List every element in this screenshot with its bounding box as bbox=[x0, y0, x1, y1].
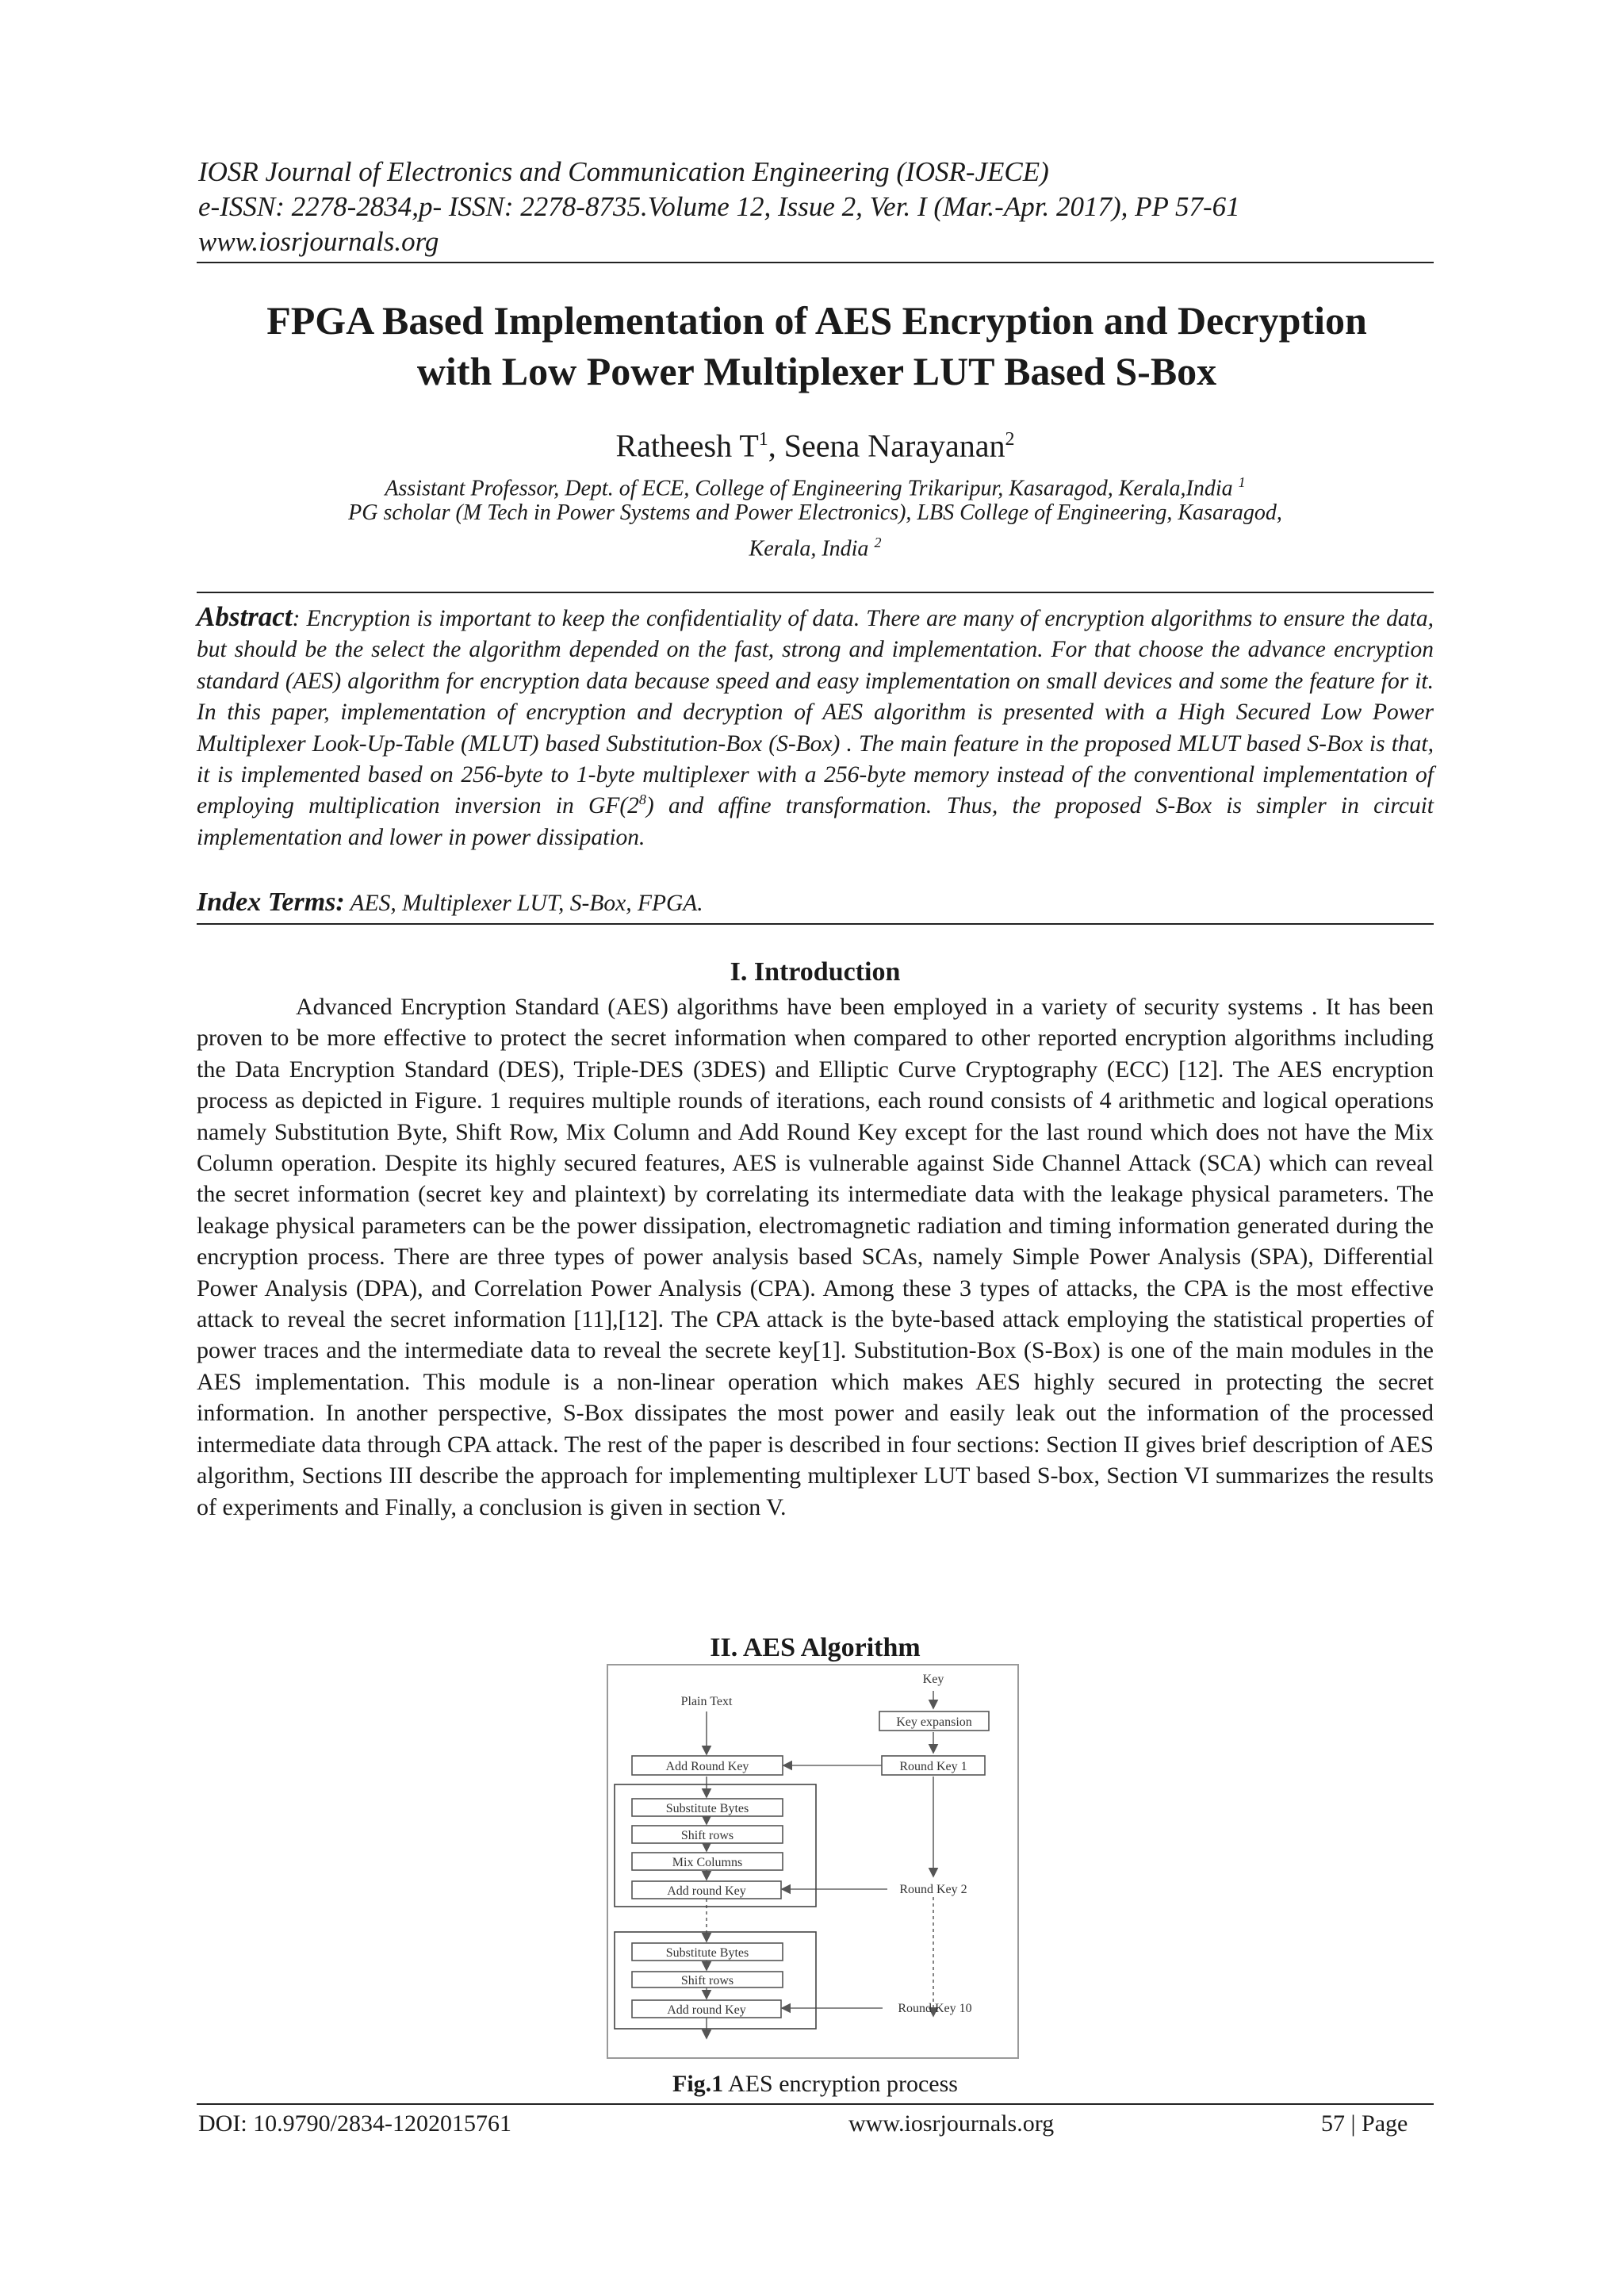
author-2: Seena Narayanan bbox=[783, 427, 1005, 464]
fig-label-add-round-key-3: Add round Key bbox=[667, 2003, 746, 2017]
affiliation-1-sup: 1 bbox=[1238, 474, 1246, 490]
fig-label-substitute-bytes-1: Substitute Bytes bbox=[665, 1802, 749, 1815]
figure-caption-label: Fig.1 bbox=[672, 2071, 724, 2097]
aes-flow-diagram bbox=[608, 1665, 1017, 2057]
footer-doi: DOI: 10.9790/2834-1202015761 bbox=[198, 2110, 511, 2137]
figure-caption-text: AES encryption process bbox=[723, 2071, 958, 2097]
paper-title bbox=[190, 295, 1443, 397]
index-terms-text: AES, Multiplexer LUT, S-Box, FPGA. bbox=[344, 891, 703, 916]
abstract-top-rule bbox=[197, 592, 1434, 593]
intro-heading: I. Introduction bbox=[730, 957, 901, 987]
footer-rule bbox=[197, 2103, 1434, 2105]
author-separator: , bbox=[768, 427, 784, 464]
aes-figure bbox=[607, 1664, 1019, 2059]
fig-label-plain-text: Plain Text bbox=[680, 1695, 733, 1708]
aes-heading: II. AES Algorithm bbox=[710, 1633, 921, 1662]
figure-caption bbox=[197, 2070, 1434, 2099]
fig-label-key: Key bbox=[922, 1673, 944, 1686]
affiliation-2-line-2 bbox=[197, 528, 1434, 563]
intro-text: Advanced Encryption Standard (AES) algorithms have been employed in a variety of security systems . It has been proven to be more effective to protect the secret information when compared to other reported encryption algorithms including the Data Encryption Standard (DES), Triple-DES (3DES) and Elliptic Curve Cryptography (ECC) [12]. The AES encryption process as depicted in Figure. 1 requires multiple rounds of iterations, each round consists of 4 arithmetic and logical operations namely Substitution Byte, Shift Row, Mix Column and Add Round Key except for the last round which does not have the Mix Column operation. Despite its highly secured features, AES is vulnerable against Side Channel Attack (SCA) which can reveal the secret information (secret key and plaintext) by correlating its intermediate data with the leakage physical parameters. The leakage physical parameters can be the power dissipation, electromagnetic radiation and timing information generated during the encryption process. There are three types of power analysis based SCAs, namely Simple Power Analysis (SPA), Differential Power Analysis (DPA), and Correlation Power Analysis (CPA). Among these 3 types of attacks, the CPA is the most effective attack to reveal the secret information [11],[12]. The CPA attack is the byte-based attack employing the statistical properties of power traces and the intermediate data to reveal the secrete key[1]. Substitution-Box (S-Box) is one of the main modules in the AES implementation. This module is a non-linear operation which makes AES highly secured in protecting the secret information. In another perspective, S-Box dissipates the most power and easily leak out the information of the processed intermediate data through CPA attack. The rest of the paper is described in four sections: Section II gives brief description of AES algorithm, Sections III describe the approach for implementing multiplexer LUT based S-box, Section VI summarizes the results of experiments and Finally, a conclusion is given in section V. bbox=[197, 994, 1434, 1520]
fig-label-substitute-bytes-2: Substitute Bytes bbox=[665, 1946, 749, 1960]
title-line-1: FPGA Based Implementation of AES Encryption and Decryption bbox=[266, 298, 1367, 343]
index-terms bbox=[197, 887, 1434, 919]
intro-paragraph bbox=[197, 991, 1434, 1523]
footer-website: www.iosrjournals.org bbox=[848, 2110, 1055, 2137]
author-line bbox=[197, 420, 1434, 465]
affiliation-2-sup: 2 bbox=[874, 535, 882, 550]
header-rule bbox=[197, 262, 1434, 263]
fig-label-shift-rows-2: Shift rows bbox=[680, 1974, 734, 1987]
abstract-bottom-rule bbox=[197, 923, 1434, 925]
journal-issn: e-ISSN: 2278-2834,p- ISSN: 2278-8735.Volume 12, Issue 2, Ver. I (Mar.-Apr. 2017), PP 57-61 bbox=[198, 191, 1240, 222]
abstract-text-a: Encryption is important to keep the confidentiality of data. There are many of encryption algorithms to ensure the data, but should be the select the algorithm depended on the fast, strong and implementation. For that choose the advance encryption standard (AES) algorithm for encryption data because speed and easy implementation on small devices and some the feature for it. In this paper, implementation of encryption and decryption of AES algorithm is presented with a High Secured Low Power Multiplexer Look-Up-Table (MLUT) based Substitution-Box (S-Box) . The main feature in the proposed MLUT based S-Box is that, it is implemented based on 256-byte to 1-byte multiplexer with a 256-byte memory instead of the conventional implementation of employing multiplication inversion in GF(2 bbox=[197, 606, 1434, 819]
abstract bbox=[197, 601, 1434, 853]
abstract-superscript: 8 bbox=[638, 792, 646, 808]
affiliation-1-text: Assistant Professor, Dept. of ECE, College of Engineering Trikaripur, Kasaragod, Kerala,India bbox=[385, 476, 1239, 501]
fig-label-key-expansion: Key expansion bbox=[896, 1715, 972, 1729]
fig-label-add-round-key-2: Add round Key bbox=[667, 1884, 746, 1898]
fig-label-add-round-key: Add Round Key bbox=[665, 1760, 749, 1773]
fig-label-round-key-10: Round Key 10 bbox=[898, 2002, 972, 2015]
index-terms-label: Index Terms: bbox=[197, 887, 345, 917]
abstract-colon: : bbox=[292, 606, 307, 631]
journal-website: www.iosrjournals.org bbox=[198, 226, 439, 257]
fig-label-round-key-1: Round Key 1 bbox=[899, 1760, 967, 1773]
fig-label-round-key-2: Round Key 2 bbox=[899, 1883, 967, 1896]
journal-name: IOSR Journal of Electronics and Communication Engineering (IOSR-JECE) bbox=[198, 156, 1049, 187]
abstract-label: Abstract bbox=[197, 601, 293, 632]
footer-page: 57 | Page bbox=[1321, 2110, 1408, 2137]
fig-label-mix-columns: Mix Columns bbox=[672, 1856, 743, 1869]
affiliation-2-text: Kerala, India bbox=[749, 536, 875, 562]
abstract-text-b: ) and affine transformation. Thus, the proposed S-Box is simpler in circuit implementation and lower in power dissipation. bbox=[197, 793, 1434, 850]
title-line-2: with Low Power Multiplexer LUT Based S-Box bbox=[416, 349, 1217, 393]
affiliation-2-line-1: PG scholar (M Tech in Power Systems and Power Electronics), LBS College of Engineering, Kasaragod, bbox=[348, 500, 1282, 525]
author-1: Ratheesh T bbox=[615, 427, 759, 464]
fig-label-shift-rows-1: Shift rows bbox=[680, 1829, 734, 1842]
author-1-sup: 1 bbox=[758, 429, 768, 450]
author-2-sup: 2 bbox=[1005, 429, 1015, 450]
